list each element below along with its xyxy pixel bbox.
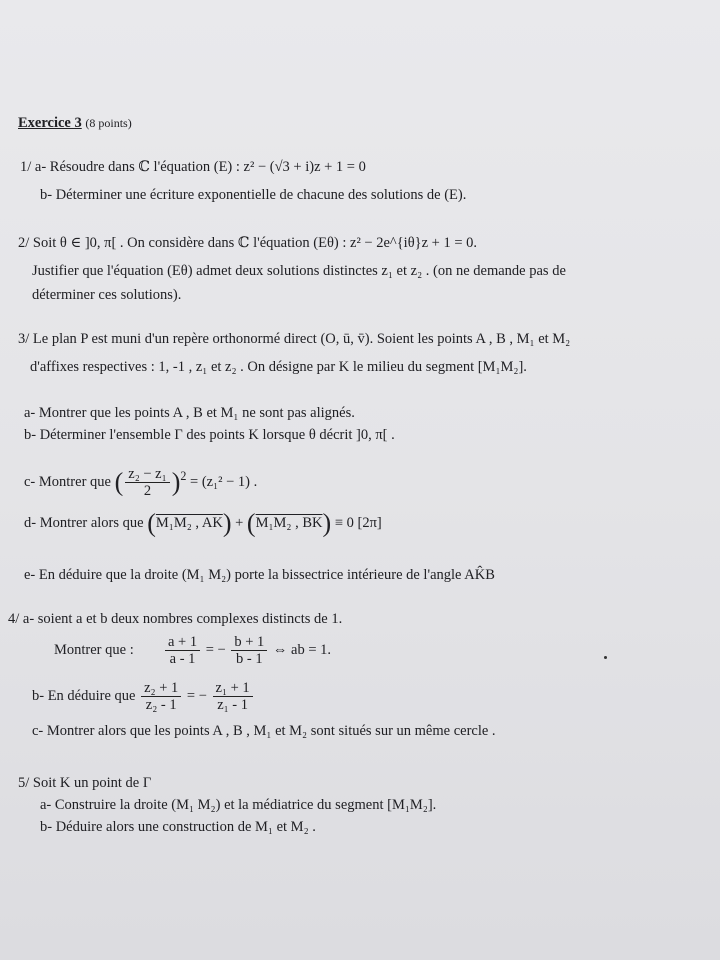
q4-a2-fraction-a [165, 634, 200, 667]
q3-e: e- En déduire que la droite (M₁ M₂) porte la bissectrice intérieure de l'angle AK̂B [24, 567, 495, 583]
q1-a: 1/ a- Résoudre dans ℂ l'équation (E) : z² − (√3 + i)z + 1 = 0 [20, 159, 366, 175]
q1-b: b- Déterminer une écriture exponentielle de chacune des solutions de (E). [40, 187, 467, 203]
q3-a: a- Montrer que les points A , B et M₁ ne sont pas alignés. [24, 405, 355, 421]
q3-d [24, 508, 382, 538]
square-exponent: 2 [180, 469, 187, 483]
q4-b-den2: z₁ - 1 [217, 697, 249, 713]
q3-line1: 3/ Le plan P est muni d'un repère orthonormé direct (O, ū, v̄). Soient les points A , B , M₁ et M₂ [18, 331, 571, 347]
q2-line3: déterminer ces solutions). [32, 287, 182, 303]
q2-line1: 2/ Soit θ ∈ ]0, π[ . On considère dans ℂ l'équation (Eθ) : z² − 2e^{iθ}z + 1 = 0. [18, 235, 478, 251]
q4-a2-fraction-b [231, 634, 267, 667]
q2-line2: Justifier que l'équation (Eθ) admet deux solutions distinctes z₁ et z₂ . (on ne demande pas de [32, 263, 566, 279]
q4-b-den1: z₂ - 1 [145, 697, 177, 713]
exercise-title: Exercice 3 [18, 115, 82, 131]
q3-d-angle2: M₁M₂ , BK [255, 515, 323, 531]
q3-c-denominator: 2 [143, 483, 152, 499]
q4-b-fraction-1 [141, 680, 181, 713]
q4-a2-label: Montrer que : [54, 641, 134, 658]
q3-d-rhs: ≡ 0 [2π] [334, 515, 382, 531]
q3-c-fraction [125, 466, 169, 499]
q3-c-numerator: z₂ − z₁ [125, 466, 169, 483]
q3-c-rhs: = (z₁² − 1) . [190, 473, 258, 490]
q4-b-fraction-2 [213, 680, 253, 713]
q3-line2: d'affixes respectives : 1, -1 , z₁ et z₂ . On désigne par K le milieu du segment [M₁M₂]. [30, 359, 527, 375]
open-paren: ( [147, 508, 156, 538]
exercise-header [18, 114, 132, 132]
exercise-points: (8 points) [85, 116, 132, 130]
ink-dot [604, 656, 607, 659]
q3-d-angle1: M₁M₂ , AK [155, 515, 223, 531]
equals-minus: = − [186, 687, 207, 704]
q5-b: b- Déduire alors une construction de M₁ et M₂ . [40, 819, 316, 835]
q3-d-label: d- Montrer alors que [24, 515, 144, 531]
q3-c [24, 466, 257, 499]
q5-a: a- Construire la droite (M₁ M₂) et la médiatrice du segment [M₁M₂]. [40, 797, 437, 813]
q4-a2-num2: b + 1 [231, 634, 267, 651]
close-paren: ) [171, 467, 181, 497]
close-paren: ) [322, 508, 332, 538]
q4-a2-rhs: ⇔ ab = 1. [272, 641, 332, 658]
q4-a: 4/ a- soient a et b deux nombres complexes distincts de 1. [8, 611, 343, 627]
q4-b-num1: z₂ + 1 [141, 680, 181, 697]
q4-a2-den1: a - 1 [169, 651, 196, 667]
q3-b: b- Déterminer l'ensemble Γ des points K lorsque θ décrit ]0, π[ . [24, 427, 395, 443]
close-paren: ) [222, 508, 232, 538]
q4-b-num2: z₁ + 1 [213, 680, 253, 697]
q4-b [32, 680, 255, 713]
plus-sign: + [235, 515, 244, 531]
q4-b-label: b- En déduire que [32, 687, 136, 704]
open-paren: ( [246, 508, 256, 538]
open-paren: ( [114, 467, 124, 497]
q4-a2 [54, 634, 331, 667]
q5-line1: 5/ Soit K un point de Γ [18, 775, 152, 791]
q3-c-label: c- Montrer que [24, 473, 111, 490]
equals-minus: = − [205, 641, 226, 658]
q4-a2-den2: b - 1 [236, 651, 263, 667]
q4-a2-num1: a + 1 [165, 634, 200, 651]
q4-c: c- Montrer alors que les points A , B , M₁ et M₂ sont situés sur un même cercle . [32, 723, 496, 739]
